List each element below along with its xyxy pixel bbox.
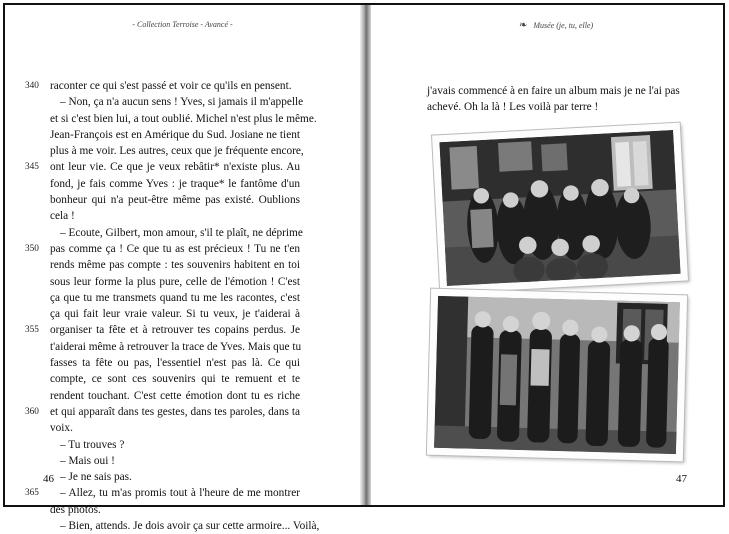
text-line [50,371,300,387]
photo-group-street [427,289,687,462]
photo-group-indoors-image [439,130,680,286]
left-page [5,5,360,533]
text-line [50,111,317,127]
text-line [50,94,304,110]
line-text: plus à me voir. Les autres, ceux que je fréquente encore, [50,145,304,158]
text-line [50,143,304,159]
text-line [50,453,300,469]
book-gutter [360,5,371,505]
right-page-text [427,83,680,116]
line-number: 365 [25,488,39,499]
line-text: – Ecoute, Gilbert, mon amour, s'il te plaît, ne déprime [60,226,303,239]
text-line [50,355,300,371]
text-line [50,502,300,518]
line-number: 345 [25,162,39,173]
text-line [25,159,300,175]
text-line [25,322,300,338]
text-line [50,339,300,355]
text-line [50,274,300,290]
line-text: voix. [50,422,73,435]
line-text: et si c'est bien lui, a tout oublié. Michel n'est plus le même. [50,112,317,125]
line-text: Jean-François est en Amérique du Sud. Josiane ne tient [50,128,300,141]
text-line [50,518,320,534]
line-text: sous leur forme la plus pure, celle de l'émotion ! C'est [50,275,300,288]
line-text: ça que tu me transmets quand tu me les racontes, c'est [50,291,300,304]
running-head-left: - Collection Terroise - Avancé - [132,20,233,29]
text-line [25,404,300,420]
running-head-right-text: Musée (je, tu, elle) [533,21,594,30]
text-line [50,469,300,485]
text-line [50,257,300,273]
text-line [50,176,300,192]
text-line [50,306,300,322]
line-text: – Bien, attends. Je dois avoir ça sur cette armoire... Voilà, [60,520,320,533]
text-line: j'avais commencé à en faire un album mais je ne l'ai pas [427,85,680,97]
line-text: pas comme ça ! Ce que tu as est précieux ! Tu ne t'en [50,242,300,255]
page-number-left: 46 [43,473,54,485]
line-text: et qui apparaît dans tes gestes, dans tes paroles, dans ta [50,405,300,418]
text-line: achevé. Oh la là ! Les voilà par terre ! [427,101,599,114]
text-line [50,208,300,224]
text-line [25,485,300,501]
line-text: – Je ne sais pas. [60,471,132,484]
line-text: organiser ta fête et à retrouver tes copains perdus. Je [50,324,300,337]
book-icon: ❧ [519,20,528,31]
text-line [50,225,303,241]
line-text: rendent touchant. C'est cette émotion dont tu es riche [50,389,300,402]
line-text: cela ! [50,210,75,223]
line-text: – Tu trouves ? [60,438,125,451]
line-text: rends même pas compte : tes souvenirs habitent en toi [50,259,300,272]
line-number: 360 [25,406,39,417]
text-line [50,127,300,143]
line-text: ça qui fait leur vraie valeur. Si tu veux, je t'aiderai à [50,308,300,321]
text-line [25,241,300,257]
text-line [50,437,300,453]
text-line [50,290,300,306]
line-text: raconter ce qui s'est passé et voir ce qu'ils en pensent. [50,80,292,92]
line-text: fond, je fais comme Yves : je traque* le fantôme d'un [50,177,300,190]
text-line [50,388,300,404]
line-text: – Non, ça n'a aucun sens ! Yves, si jamais il m'appelle [60,96,304,109]
running-head-right [519,20,593,31]
line-text: bonheur qui n'a peut-être même pas existé. Oublions [50,194,300,207]
line-text: t'aiderai même à retrouver la trace de Yves. Mais que tu [50,340,302,353]
line-number: 340 [25,81,39,91]
text-line [50,192,300,208]
page-number-right: 47 [676,473,687,485]
line-text: compte, ce sont ces souvenirs qui te remuent et te [50,373,300,386]
book-spread [3,3,725,533]
line-text: ont leur vie. Ce que je veux rebâtir* n'existe plus. Au [50,161,300,174]
line-text: – Mais oui ! [60,454,115,467]
line-text: – Allez, tu m'as promis tout à l'heure de me montrer [60,487,300,500]
right-page [371,5,723,505]
photo-group-street-image [434,296,680,454]
line-number: 350 [25,243,39,254]
text-line [25,78,300,94]
line-text: des photos. [50,503,101,516]
line-text: fasses ta fête ou pas, l'essentiel n'est pas là. Ce qui [50,357,300,370]
line-number: 355 [25,325,39,336]
text-line [50,420,300,436]
photo-group-indoors [432,123,688,294]
